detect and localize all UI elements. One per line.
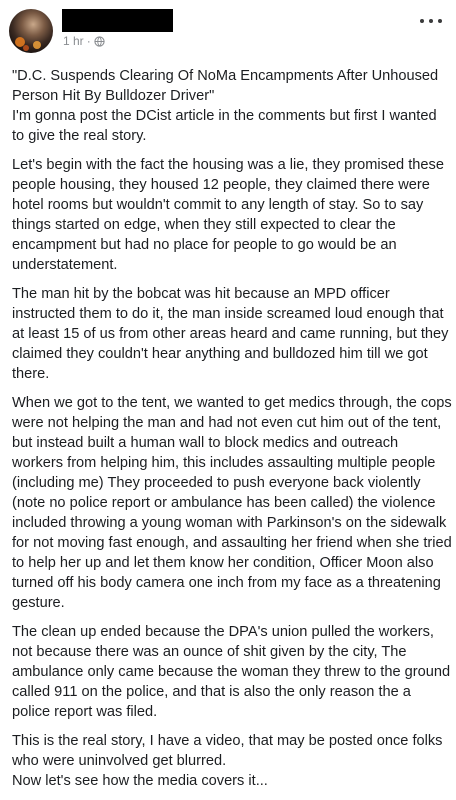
more-horizontal-icon <box>420 19 424 23</box>
meta-separator: · <box>86 34 91 48</box>
post-paragraph: The man hit by the bobcat was hit because an MPD officer instructed them to do it, the man inside screamed loud enough that at least 15 of us from other areas heard and came running, but they claimed they couldn't hear anything and bulldozed him till we got there. <box>12 286 449 382</box>
post-header <box>0 0 456 60</box>
post-intro: I'm gonna post the DCist article in the comments but first I wanted to give the real story. <box>12 108 437 144</box>
author-name-redacted[interactable] <box>62 9 173 32</box>
more-options-button[interactable] <box>420 14 442 28</box>
post-closing: Now let's see how the media covers it... <box>12 773 268 789</box>
post-paragraph: When we got to the tent, we wanted to get medics through, the cops were not helping the man and had not even cut him out of the tent, but instead built a human wall to block medics and outreach workers from helping him, this includes assaulting multiple people (including me) They proceeded to push everyone back violently (note no police report or ambulance has been called) the violence included throwing a young woman with Parkinson's on the sidewalk for not moving fast enough, and assaulting her friend when she tried to help her up and let them know her condition, Officer Moon also turned off his body camera one inch from my face as a threatening gesture. <box>12 395 452 611</box>
post-paragraph: Let's begin with the fact the housing was a lie, they promised these people housing, they housed 12 people, they claimed there were hotel rooms but wouldn't commit to any length of stay. So to say things started on edge, when they still expected to clear the encampment but had no place for people to go would be an understatement. <box>12 157 444 273</box>
post-headline: "D.C. Suspends Clearing Of NoMa Encampments After Unhoused Person Hit By Bulldozer Driver" <box>12 68 439 104</box>
post-body <box>12 66 452 791</box>
post-paragraph: This is the real story, I have a video, that may be posted once folks who were uninvolved get blurred. <box>12 733 443 769</box>
post-timestamp[interactable]: 1 hr <box>63 34 84 48</box>
post-paragraph: The clean up ended because the DPA's union pulled the workers, not because there was an ounce of shit given by the city, The ambulance only came because the woman they threw to the ground called 911 on the police, and that is also the only reason the a police report was filed. <box>12 624 451 720</box>
globe-icon <box>94 36 105 47</box>
post-meta <box>63 34 105 48</box>
avatar[interactable] <box>9 9 53 53</box>
